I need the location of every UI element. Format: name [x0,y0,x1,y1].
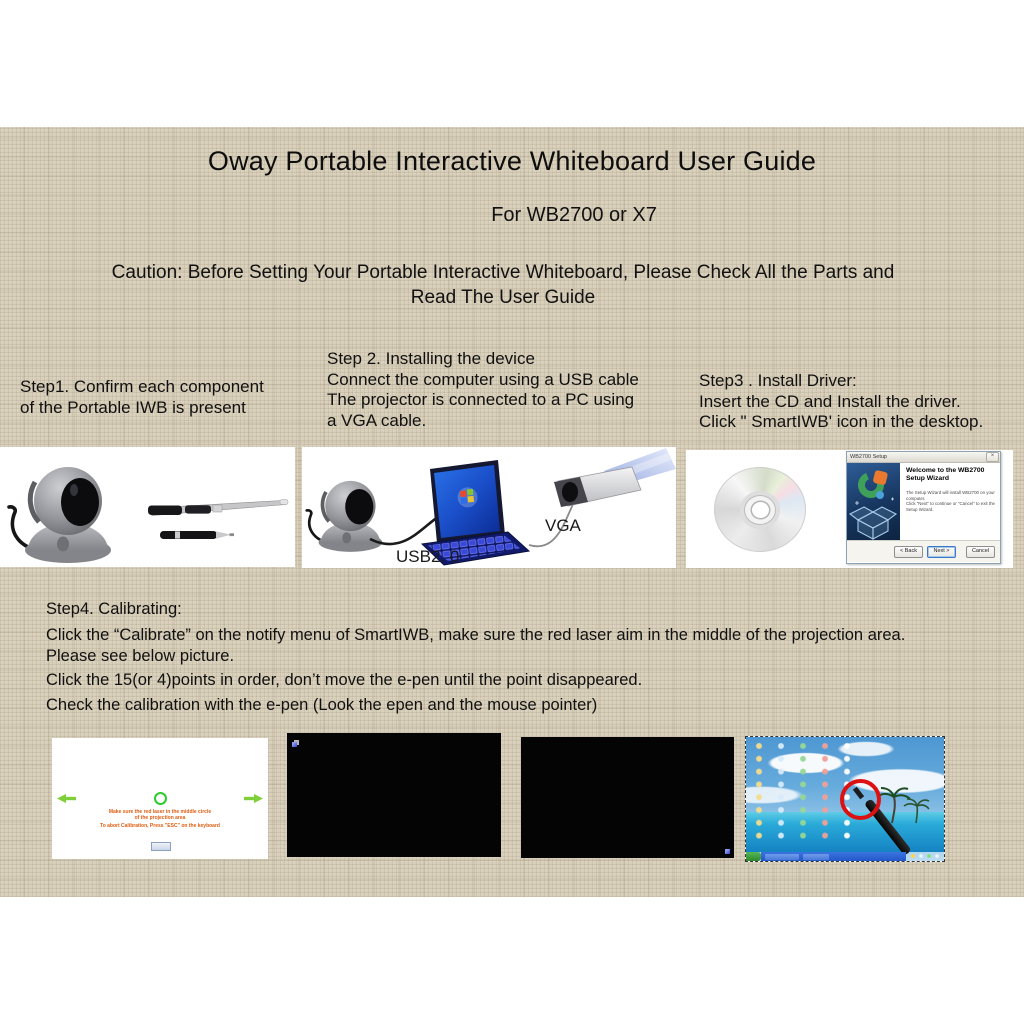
calibration-point [292,742,297,747]
text-line: Click " SmartIWB' icon in the desktop. [699,412,984,431]
text-line: Step 2. Installing the device [327,349,535,368]
page-title: Oway Portable Interactive Whiteboard User Guide [207,146,817,176]
wizard-window-title: WB2700 Setup [850,454,887,460]
start-button[interactable] [746,852,761,861]
back-button[interactable]: < Back [894,546,923,558]
calibration-message [52,810,268,822]
text-line: Insert the CD and Install the driver. [699,391,961,411]
next-button[interactable]: Next > [927,546,956,558]
vga-label: VGA [545,516,581,535]
step3-text [699,371,983,433]
desktop-screenshot [746,737,944,861]
text-line: Connect the computer using a USB cable [327,369,639,389]
page-subtitle [0,204,1024,227]
taskbar-window-buttons [761,852,906,861]
calibration-dialog-button[interactable] [151,842,171,851]
subtitle-text: For WB2700 or X7 [491,204,657,226]
short-e-pen [160,531,234,539]
text-line: Click the “Calibrate” on the notify menu of SmartIWB, make sure the red laser aim in the middle of the projection area. [46,626,906,644]
figure-calibration-point-topleft [287,733,501,857]
text-line: of the projection area [134,814,186,821]
wizard-heading: Welcome to the WB2700 Setup Wizard [906,467,985,483]
driver-cd [714,467,806,552]
wizard-content [900,463,1000,540]
highlight-circle [840,779,881,820]
text-line: The Setup Wizard will install WB2700 on your computer. [906,490,995,501]
text-line: a VGA cable. [327,410,427,430]
text-line: Check the calibration with the e-pen (Look the epen and the mouse pointer) [46,696,598,714]
arrow-left-icon [57,794,77,803]
cancel-button[interactable]: Cancel [966,546,995,558]
projector [554,448,676,507]
figure-install-driver [686,450,1013,568]
iwb-camera-device [307,481,382,552]
close-icon[interactable]: × [986,452,999,462]
step1-text [20,377,264,418]
system-tray [906,852,944,861]
wizard-titlebar [847,452,1000,463]
caution-text [0,260,1015,310]
usb-label: USB2. 0 [396,547,460,566]
wizard-footer [847,540,1000,562]
figure-components [0,447,295,567]
caution-line: Caution: Before Setting Your Portable Interactive Whiteboard, Please Check All the Parts and [111,262,895,283]
wizard-logo-art [847,463,900,540]
components-illustration [0,447,295,567]
iwb-camera-device [9,467,111,563]
wizard-side-panel [847,463,900,540]
arrow-right-icon [243,794,263,803]
calibration-abort-message: To abort Calibration, Press "ESC" on the keyboard [100,823,220,829]
calibration-target-ring [154,792,167,805]
step2-text [327,349,639,431]
step4-text [46,599,905,716]
connection-illustration [302,447,676,568]
figure-calibration-point-bottomright [521,737,734,858]
text-line: Step3 . Install Driver: [699,371,857,390]
text-line: Click "Next" to continue or "Cancel" to exit the Setup Wizard. [906,501,995,512]
telescopic-e-pen [148,500,288,516]
caution-line: Read The User Guide [410,287,596,308]
text-line: Click the 15(or 4)points in order, don’t move the e-pen until the point disappeared. [46,671,643,689]
text-line: The projector is connected to a PC using [327,390,635,409]
calibration-point [725,849,730,854]
figure-desktop-check [745,736,945,862]
text-line: Step1. Confirm each component [20,377,264,396]
wizard-body-text [906,490,995,512]
taskbar [746,852,944,861]
text-line: Step4. Calibrating: [46,600,182,618]
text-line: Make sure the red laser in the middle circle [108,809,212,815]
text-line: of the Portable IWB is present [20,397,246,417]
figure-connection [302,447,676,568]
figure-calibration-screen [52,738,268,859]
text-line: Please see below picture. [46,647,235,665]
setup-wizard-window [846,451,1001,564]
